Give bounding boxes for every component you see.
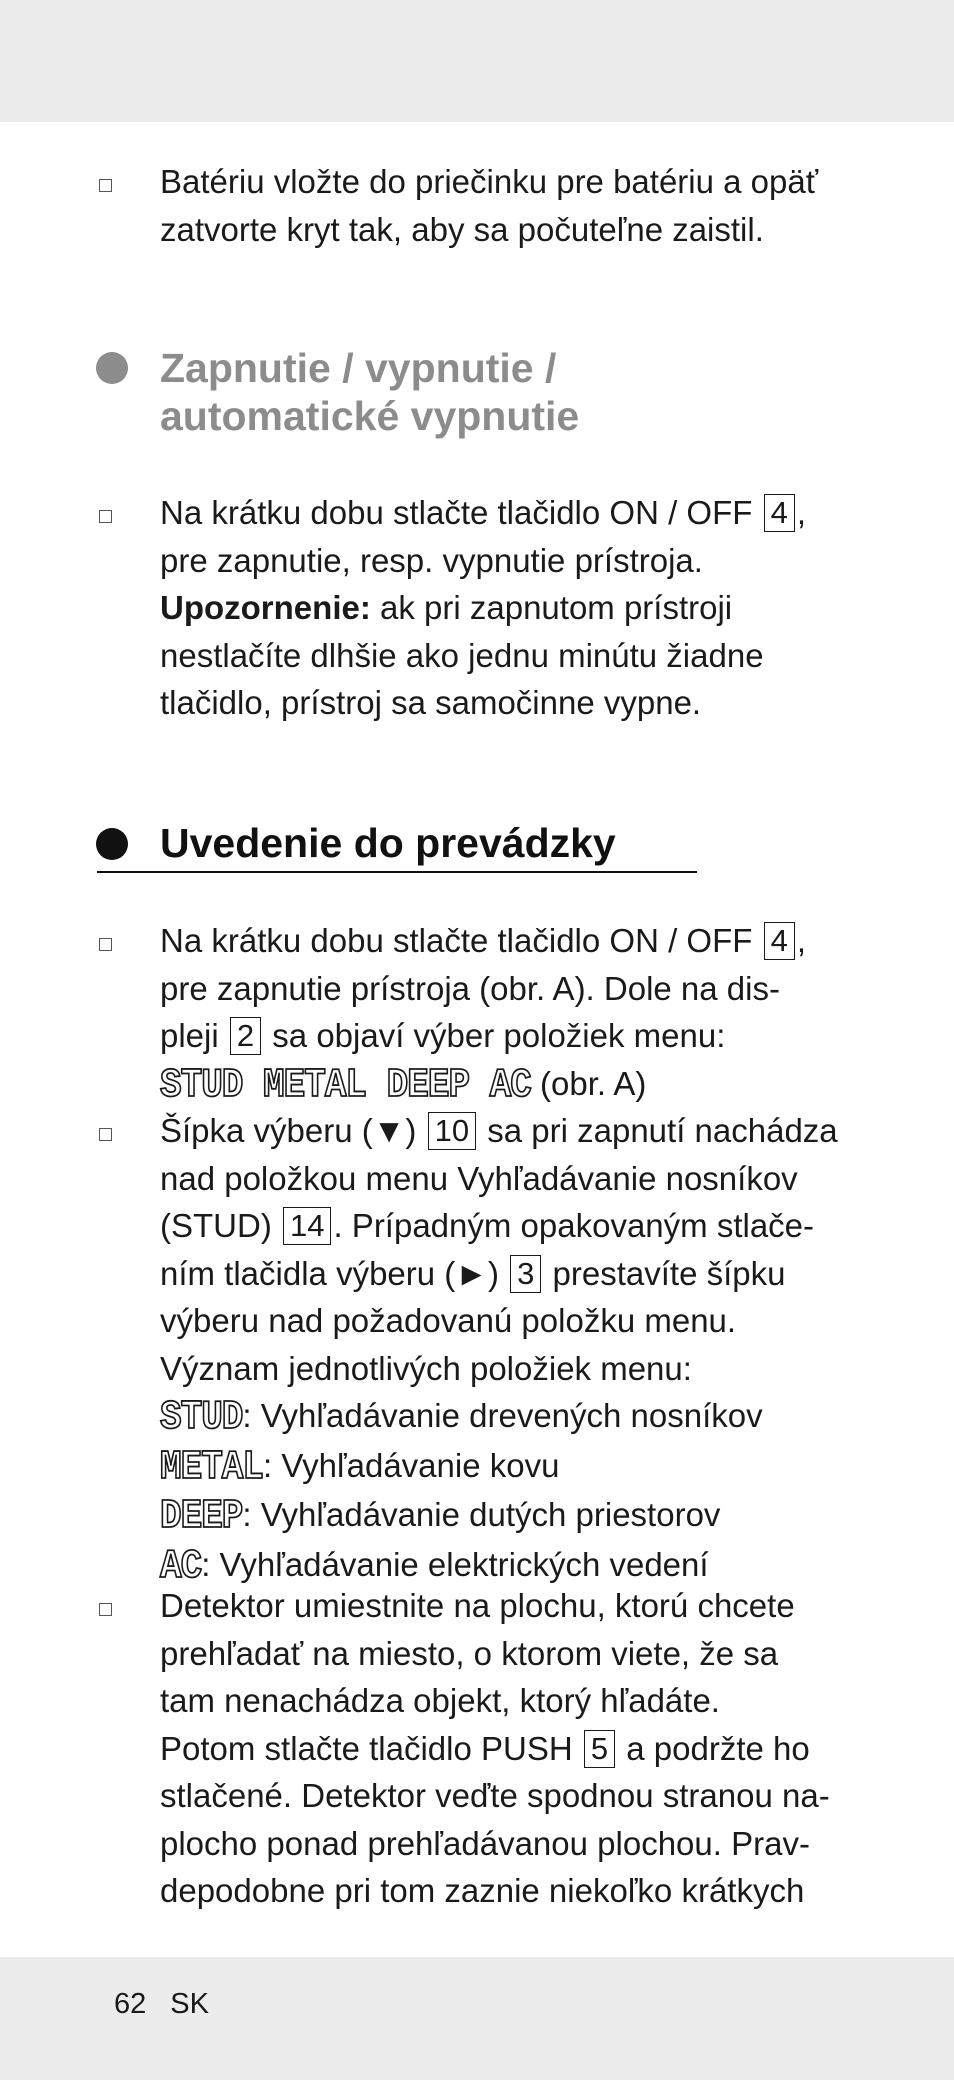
heading-power-line1: Zapnutie / vypnutie / [160, 345, 557, 391]
startup-instruction-3 [160, 1582, 860, 1915]
menu-item-metal: METAL: Vyhľadávanie kovu [160, 1442, 860, 1492]
lcd-code: METAL [160, 1444, 264, 1490]
text-line: tlačidlo, prístroj sa samočinne vypne. [160, 684, 702, 721]
text-line: zatvorte kryt tak, aby sa počuteľne zaistil. [160, 210, 764, 248]
startup-instruction-2 [160, 1107, 860, 1590]
menu-item-deep: DEEP: Vyhľadávanie dutých priestorov [160, 1491, 860, 1541]
text-line: Význam jednotlivých položiek menu: [160, 1349, 692, 1387]
page-number: 62 [114, 1988, 147, 2020]
text-line: výberu nad požadovanú položku menu. [160, 1302, 737, 1339]
text-line: Na krátku dobu stlačte tlačidlo ON / OFF 4 , [160, 922, 806, 959]
menu-item-ac: AC: Vyhľadávanie elektrických vedení [160, 1541, 860, 1591]
bullet-checkbox-icon [99, 510, 112, 523]
note-label: Upozornenie: [160, 589, 371, 626]
lcd-code: DEEP [160, 1493, 243, 1540]
section-bullet-icon [96, 352, 128, 384]
text-line: prehľadať na miesto, o ktorom viete, že sa [160, 1634, 779, 1672]
text-line: pre zapnutie prístroja (obr. A). Dole na dis- [160, 969, 780, 1007]
heading-underline [97, 871, 697, 873]
bullet-checkbox-icon [99, 179, 112, 192]
startup-instruction-1 [160, 917, 860, 1109]
text-line: Na krátku dobu stlačte tlačidlo ON / OFF 4 , [160, 494, 806, 531]
page-footer [114, 1988, 233, 2021]
bullet-checkbox-icon [99, 938, 112, 951]
text-line: Batériu vložte do priečinku pre batériu a opäť [160, 163, 819, 200]
text-line: plocho ponad prehľadávanou plochou. Prav- [160, 1824, 810, 1862]
menu-item-stud: STUD: Vyhľadávanie drevených nosníkov [160, 1392, 860, 1442]
section-bullet-icon [96, 828, 128, 860]
language-code: SK [170, 1988, 209, 2020]
text-line: STUD METAL DEEP AC (obr. A) [160, 1060, 860, 1110]
part-number-badge: 3 [510, 1255, 541, 1293]
text-line: Upozornenie: ak pri zapnutom prístroji [160, 589, 733, 626]
bullet-checkbox-icon [99, 1603, 112, 1616]
text-line: nad položkou menu Vyhľadávanie nosníkov [160, 1159, 798, 1197]
lcd-code: STUD [160, 1394, 243, 1441]
text-line: tam nenachádza objekt, ktorý hľadáte. [160, 1682, 720, 1719]
part-number-badge: 14 [283, 1207, 331, 1245]
power-instruction [160, 489, 860, 727]
part-number-badge: 4 [764, 922, 795, 960]
text-line: (STUD) 14 . Prípadným opakovaným stlače- [160, 1207, 815, 1244]
text-line: stlačené. Detektor veďte spodnou stranou na- [160, 1777, 830, 1814]
text-line: depodobne pri tom zaznie niekoľko krátkych [160, 1872, 805, 1909]
battery-instruction [160, 158, 860, 253]
text-line: Potom stlačte tlačidlo PUSH 5 a podržte ho [160, 1729, 810, 1767]
header-band [0, 0, 954, 122]
bullet-checkbox-icon [99, 1128, 112, 1141]
lcd-menu-labels: STUD METAL DEEP AC [160, 1062, 531, 1108]
heading-startup: Uvedenie do prevádzky [160, 820, 616, 866]
lcd-code: AC [160, 1543, 202, 1589]
text-line: Šípka výberu (▼) 10 sa pri zapnutí nachádza [160, 1112, 838, 1149]
part-number-badge: 2 [230, 1017, 261, 1055]
text-line: Detektor umiestnite na plochu, ktorú chcete [160, 1587, 795, 1624]
part-number-badge: 5 [584, 1730, 615, 1768]
part-number-badge: 10 [428, 1112, 476, 1150]
text-line: pleji 2 sa objaví výber položiek menu: [160, 1017, 726, 1054]
part-number-badge: 4 [764, 494, 795, 532]
text-line: nestlačíte dlhšie ako jednu minútu žiadne [160, 636, 764, 674]
text-line: ním tlačidla výberu (►) 3 prestavíte šípku [160, 1254, 786, 1292]
heading-power-line2: automatické vypnutie [160, 393, 580, 439]
text-line: pre zapnutie, resp. vypnutie prístroja. [160, 541, 703, 579]
